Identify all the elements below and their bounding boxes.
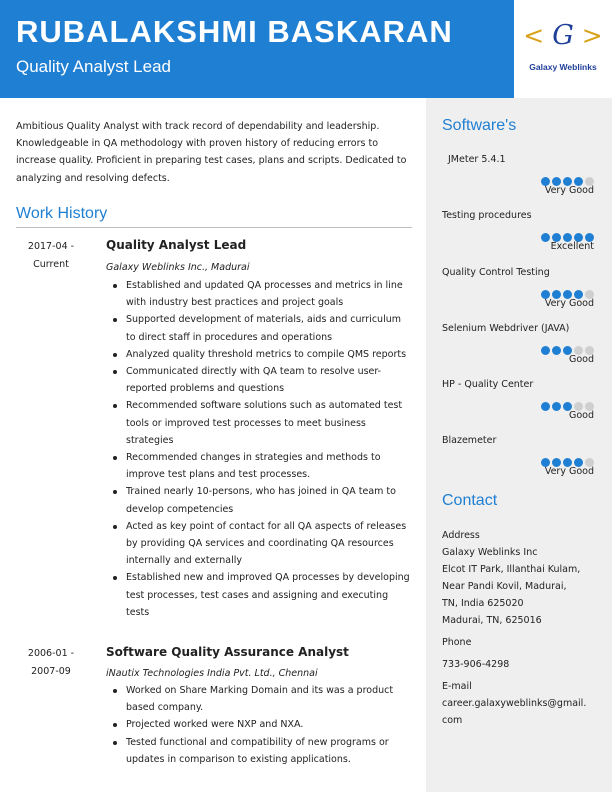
address-line: TN, India 625020 <box>442 598 524 609</box>
list-item: Projected worked were NXP and NXA. <box>106 716 412 733</box>
skill-item <box>442 210 594 252</box>
list-item: Established new and improved QA processes by developing test processes, test cases and assigning and executing tests <box>106 569 412 621</box>
skill-level: Good <box>568 354 594 365</box>
job-title: Quality Analyst Lead <box>106 238 247 252</box>
job-bullets <box>106 682 412 768</box>
contact-heading: Contact <box>442 492 498 509</box>
candidate-role: Quality Analyst Lead <box>16 57 171 76</box>
list-item: Recommended changes in strategies and methods to improve test plans and test processes. <box>106 449 412 483</box>
phone-label: Phone <box>442 637 472 648</box>
rating-dot-filled <box>541 233 550 242</box>
skill-name: JMeter 5.4.1 <box>448 154 506 165</box>
rating-dot-filled <box>552 402 561 411</box>
rating-dot-filled <box>552 346 561 355</box>
job-date: 2006-01 - 2007-09 <box>27 648 75 677</box>
skill-item <box>442 267 594 309</box>
skill-name: Selenium Webdriver (JAVA) <box>442 323 570 334</box>
skill-name: Blazemeter <box>442 435 497 446</box>
section-divider <box>16 227 412 228</box>
skill-level: Very Good <box>544 466 594 477</box>
skill-level: Excellent <box>550 241 594 252</box>
address-line: Near Pandi Kovil, Madurai, <box>442 581 567 592</box>
job-date: 2017-04 - Current <box>27 241 75 270</box>
list-item: Supported development of materials, aids and curriculum to direct staff in procedures and operations <box>106 311 412 345</box>
list-item: Communicated directly with QA team to resolve user-reported problems and questions <box>106 363 412 397</box>
skill-item <box>442 435 594 477</box>
address-label: Address <box>442 530 480 541</box>
job-bullets <box>106 277 412 621</box>
header-banner <box>0 0 514 98</box>
skill-level: Very Good <box>544 298 594 309</box>
work-history-heading: Work History <box>16 205 108 222</box>
address-line: Elcot IT Park, Illanthai Kulam, <box>442 564 581 575</box>
skill-name: Testing procedures <box>442 210 532 221</box>
job-title: Software Quality Assurance Analyst <box>106 645 349 659</box>
software-heading: Software's <box>442 117 517 134</box>
logo-text: Galaxy Weblinks <box>529 62 597 72</box>
list-item: Recommended software solutions such as automated test tools or improved test processes to meet business strategies <box>106 397 412 449</box>
skill-level: Good <box>568 410 594 421</box>
list-item: Tested functional and compatibility of new programs or updates in comparison to existing applications. <box>106 734 412 768</box>
job-company: iNautix Technologies India Pvt. Ltd., Chennai <box>106 668 318 679</box>
email-value[interactable]: career.galaxyweblinks@gmail. <box>442 698 587 709</box>
skill-name: HP - Quality Center <box>442 379 534 390</box>
skill-item <box>442 323 594 365</box>
skill-item <box>442 154 594 196</box>
list-item: Trained nearly 10-persons, who has joined in QA team to develop competencies <box>106 483 412 517</box>
rating-dot-filled <box>541 346 550 355</box>
professional-summary: Ambitious Quality Analyst with track record of dependability and leadership. Knowledgeable in QA methodology with proven history of reducing errors to increase quality. Proficient in preparing test cases, plans and scripts. Dedicated to analyzing and resolving defects. <box>16 121 407 184</box>
rating-dot-filled <box>541 402 550 411</box>
sidebar <box>426 98 612 792</box>
list-item: Acted as key point of contact for all QA aspects of releases by providing QA services and coordinating QA resources internally and externally <box>106 518 412 570</box>
address-line: Galaxy Weblinks Inc <box>442 547 538 558</box>
candidate-name: RUBALAKSHMI BASKARAN <box>16 14 453 49</box>
email-value-continued[interactable]: com <box>442 715 463 726</box>
company-logo <box>514 0 612 98</box>
job-company: Galaxy Weblinks Inc., Madurai <box>106 262 250 273</box>
skill-level: Very Good <box>544 185 594 196</box>
phone-value[interactable]: 733-906-4298 <box>442 659 510 670</box>
skill-item <box>442 379 594 421</box>
email-label: E-mail <box>442 681 472 692</box>
skill-name: Quality Control Testing <box>442 267 550 278</box>
list-item: Established and updated QA processes and metrics in line with industry best practices and project goals <box>106 277 412 311</box>
galaxy-logo-icon: < G > <box>523 20 603 51</box>
list-item: Worked on Share Marking Domain and its was a product based company. <box>106 682 412 716</box>
address-line: Madurai, TN, 625016 <box>442 615 542 626</box>
list-item: Analyzed quality threshold metrics to compile QMS reports <box>106 346 412 363</box>
